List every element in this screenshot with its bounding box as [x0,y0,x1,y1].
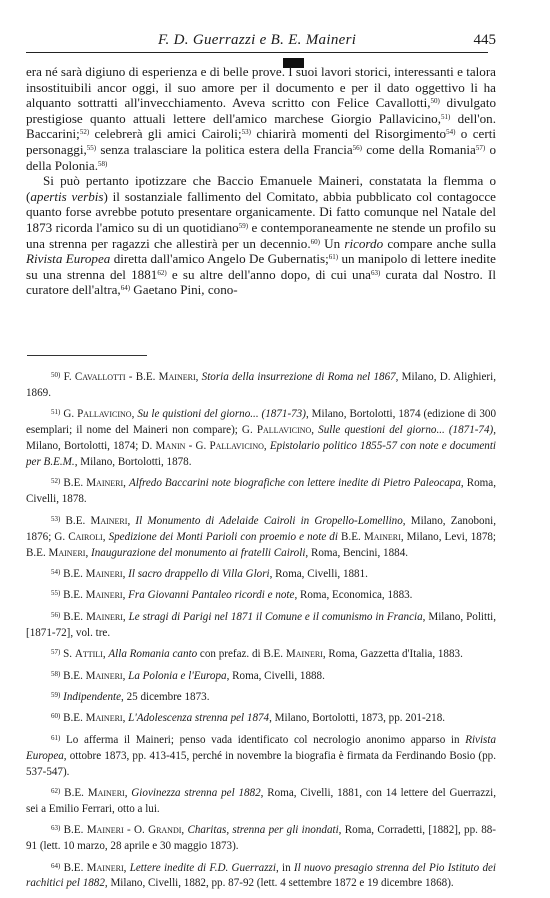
text-run: , [122,712,129,725]
footnote [26,514,496,562]
italic-text: Giovinezza strenna pel 1882 [131,786,261,799]
text-run: , [263,440,270,453]
italic-text: Sulle questioni del giorno... (1871-74) [318,424,494,437]
italic-text: Inaugurazione del monumento ai fratelli Cairoli [91,546,306,559]
footnote-ref: 55) [86,143,97,152]
italic-text: Epistolario politico 1855-57 con note e documenti per B.E.M. [26,440,497,469]
footnote-ref: 53) [241,128,251,137]
text-run: B.E. [63,589,86,602]
text-run: , Roma, Civelli, 1888. [226,669,325,682]
text-run: o della Polonia. [26,141,497,173]
text-run: Gaetano Pini, cono- [130,282,238,298]
author-name: Maineri [85,567,123,580]
footnote-number: 58) [51,669,61,678]
italic-text: Rivista Europea [26,251,111,267]
running-header [26,32,496,53]
text-run: , [102,648,109,661]
text-run: chiarirà momenti del Risorgimento [250,126,447,142]
text-run: , [85,546,92,559]
italic-text: Fra Giovanni Pantaleo ricordi e note [128,589,295,602]
text-run: B.E. [64,786,88,799]
footnote-ref: 50) [430,97,440,106]
footnote [26,370,496,402]
footnote [26,669,496,685]
paragraph-1 [26,64,496,173]
text-run: , Milano, Bortolotti, 1873, pp. 201-218. [269,712,446,725]
text-run: , [131,408,138,421]
footnote-number: 50) [51,371,61,379]
text-run: G. [63,408,78,421]
footnote-ref: 52) [79,128,90,137]
italic-text: Su le quistioni del giorno... (1871-73) [137,408,306,421]
footnote-number: 60) [51,712,61,721]
italic-text: Alla Romania canto [108,648,198,661]
text-run: e contemporaneamente ne stende un profilo su una strenna per ragazzi che allestirà per un decennio. [26,219,496,251]
text-run: , Roma, Bencini, 1884. [305,546,409,559]
text-run: , Milano, Zanoboni, 1876; G. [26,514,497,543]
paragraph-2 [26,173,496,298]
text-run: compare anche sulla [383,235,497,251]
text-run: , [122,669,129,682]
text-run: , Milano, Civelli, 1882, pp. 87-92 (lett. 4 settembre 1872 e 19 dicembre 1868). [104,877,454,890]
text-run: , [127,514,136,527]
footnote-number: 61) [51,733,61,742]
footnote-ref: 60) [310,237,320,246]
footnote [26,690,496,706]
italic-text: Il Monumento di Adelaide Cairoli in Gropello-Lomellino [135,514,403,527]
italic-text: Alfredo Baccarini note biografiche con lettere inedite di Pietro Paleocapa [129,477,461,490]
text-run: , Roma, Economica, 1883. [294,589,413,602]
text-run: , Milano, Bortolotti, 1874 (edizione di 300 esemplari; il nome del Maineri non compare); G. [26,408,497,437]
footnote-number: 55) [51,589,61,598]
author-name: Attili [74,648,103,661]
author-name: Pallavicino [209,440,264,453]
author-name: F. Cavallotti [63,371,126,383]
text-run: , Milano, Politti, [1871-72], vol. tre. [26,610,497,639]
footnote-number: 52) [51,477,61,486]
author-name: Maineri [48,546,86,559]
page-number: 445 [473,32,496,48]
footnote-ref: 57) [475,143,486,152]
author-name: Grandi [148,824,182,837]
text-run: era né sarà digiuno di esperienza e di belle prove. I suoi lavori storici, interessanti e talora insostituibili ancor oggi, il suo amore per il documento e per il dato oggettivo li ha alquanto sottratti all'invecchiamento. Aveva scritto con Felice Cavallotti, [26,64,496,111]
text-run: , [311,424,319,437]
text-run: diretta dall'amico Angelo De Gubernatis; [110,251,329,267]
text-run: B.E. [63,712,86,725]
footnote [26,588,496,604]
footnote-ref: 58) [98,159,108,168]
footnote [26,861,496,893]
author-name: Cairoli [68,530,103,543]
italic-text: L'Adolescenza strenna pel 1874 [128,712,270,725]
author-name: Maineri [85,610,123,623]
author-name: Manin [155,440,186,453]
text-run: , Milano, D. Alighieri, 1869. [26,371,496,399]
author-name: Maineri [85,669,123,682]
text-run: S. [63,648,75,661]
footnote-ref: 54) [446,128,456,137]
text-run: ) il sostanziale fallimento del Comitato, abbia pubblicato col contagocce quanto forse avrebbe potuto presentare organicamente. Di fatto comunque nel Natale del 1873 ricorda l'amico su di un quotidiano [26,188,496,235]
text-run: curata dal Nostro. Il curatore dell'altra, [26,266,496,298]
text-run: , [195,371,202,383]
italic-text: Spedizione dei Monti Parioli con proemio e note di [108,530,338,543]
footnote [26,786,496,818]
text-run: - B.E. [125,371,159,383]
footnote-number: 53) [51,514,61,523]
text-run: B.E. [63,669,86,682]
author-name: Maineri [285,648,323,661]
text-run: , ottobre 1873, pp. 413-415, perché in novembre la biografia è firmata da Ferdinando Bosio (pp. 537-547). [26,749,496,778]
text-run: , Roma, Civelli, 1878. [26,477,497,506]
footnote [26,733,496,781]
footnote [26,823,496,855]
footnotes [26,370,496,898]
text-run: B.E. [63,567,86,580]
italic-text: Rivista Europea [26,733,496,762]
text-run: , [181,824,188,837]
text-run: o certi personaggi, [26,126,497,157]
text-run: , Roma, Civelli, 1881, con 14 lettere del Guerrazzi, sei a Emilio Ferrari, otto a lui. [26,786,497,815]
footnote-ref: 59) [238,221,249,230]
text-run: - O. [123,824,149,837]
italic-text: Lettere inedite di F.D. Guerrazzi [129,861,276,874]
author-name: Maineri [86,477,124,490]
italic-text: Il nuovo presagio strenna del Pio Istituto dei rachitici pel 1882 [26,861,496,890]
text-run: come della Romania [362,141,476,157]
text-run: , [122,567,129,580]
text-run: , [122,610,129,623]
text-run: , in [275,861,294,874]
footnote [26,610,496,642]
text-run: B.E. [65,514,91,527]
author-name: Maineri [87,786,125,799]
footnote-number: 62) [51,786,61,795]
text-run: , [102,530,109,543]
text-run: , [123,861,130,874]
footnote-ref: 56) [352,143,363,152]
italic-text: Le stragi di Parigi nel 1871 il Comune e il comunismo in Francia [128,610,423,623]
author-name: Maineri [86,861,124,874]
text-run: , Milano, Levi, 1878; B.E. [26,530,496,559]
italic-text: ricordo [344,235,384,251]
text-run: Un [319,235,345,251]
text-run: , Roma, Gazzetta d'Italia, 1883. [322,648,463,661]
footnote-ref: 64) [120,284,131,293]
footnote-ref: 63) [370,268,381,277]
author-name: Maineri [86,824,124,837]
author-name: Maineri [363,530,401,543]
footnote [26,476,496,508]
italic-text: Indipendente [63,690,122,703]
text-run: , Milano, Bortolotti, 1878. [74,456,192,469]
text-run: con prefaz. di B.E. [197,648,286,661]
text-run: , [123,477,130,490]
footnote-ref: 61) [328,253,339,262]
footnote-number: 57) [51,648,61,657]
text-run: , Roma, Corradetti, [1882], pp. 88-91 (lett. 10 marzo, 28 aprile e 30 maggio 1873). [26,824,496,853]
main-text [26,64,496,298]
footnote [26,647,496,663]
footnote-ref: 51) [441,112,451,121]
author-name: Pallavicino [77,408,132,421]
text-run: - G. [185,440,210,453]
text-run: B.E. [63,477,87,490]
footnote-number: 64) [51,861,61,870]
footnote-number: 63) [51,824,61,833]
text-run: , 25 dicembre 1873. [121,690,210,703]
text-run: B.E. [337,530,364,543]
italic-text: Il sacro drappello di Villa Glori [128,567,270,580]
footnote [26,711,496,727]
author-name: Pallavicino [256,424,312,437]
text-run: un manipolo di lettere inedite su una strenna del 1881 [26,251,496,282]
footnote-ref: 62) [157,268,167,277]
running-title: F. D. Guerrazzi e B. E. Maineri [158,32,357,48]
author-name: Maineri [158,371,196,383]
text-run: celebrerà gli amici Cairoli; [89,126,242,142]
text-run: Lo afferma il Maineri; penso vada identificato col necrologio anonimo apparso in [66,733,466,746]
text-run: dell'on. Baccarini; [26,110,497,142]
text-run: , [122,589,129,602]
text-run: , Roma, Civelli, 1881. [269,567,368,580]
footnote-separator [27,355,147,356]
footnote-number: 56) [51,610,61,619]
footnote-number: 59) [51,690,61,699]
author-name: Maineri [85,589,123,602]
text-run: B.E. [63,861,87,874]
text-run: , [124,786,132,799]
text-run: B.E. [63,824,87,837]
italic-text: La Polonia e l'Europa [128,669,227,682]
footnote [26,567,496,583]
footnote-number: 54) [51,567,61,576]
text-run: divulgato prestigiose quanto attuali lettere dell'amico marchese Giorgio Pallavicino, [26,95,497,126]
text-run: Si può pertanto ipotizzare che Baccio Emanuele Maineri, constatata la flemma o ( [26,173,496,204]
italic-text: Charitas, strenna per gli inondati [187,824,339,837]
author-name: Maineri [90,514,128,527]
italic-text: apertis verbis [30,188,104,204]
text-run: e su altre dell'anno dopo, di cui una [166,266,371,282]
italic-text: Storia della insurrezione di Roma nel 1867 [201,371,396,383]
text-run: B.E. [63,610,86,623]
footnote [26,407,496,471]
author-name: Maineri [85,712,123,725]
footnote-number: 51) [51,408,61,417]
text-run: , Milano, Bortolotti, 1874; D. [26,424,497,453]
text-run: senza tralasciare la politica estera della Francia [96,141,353,157]
